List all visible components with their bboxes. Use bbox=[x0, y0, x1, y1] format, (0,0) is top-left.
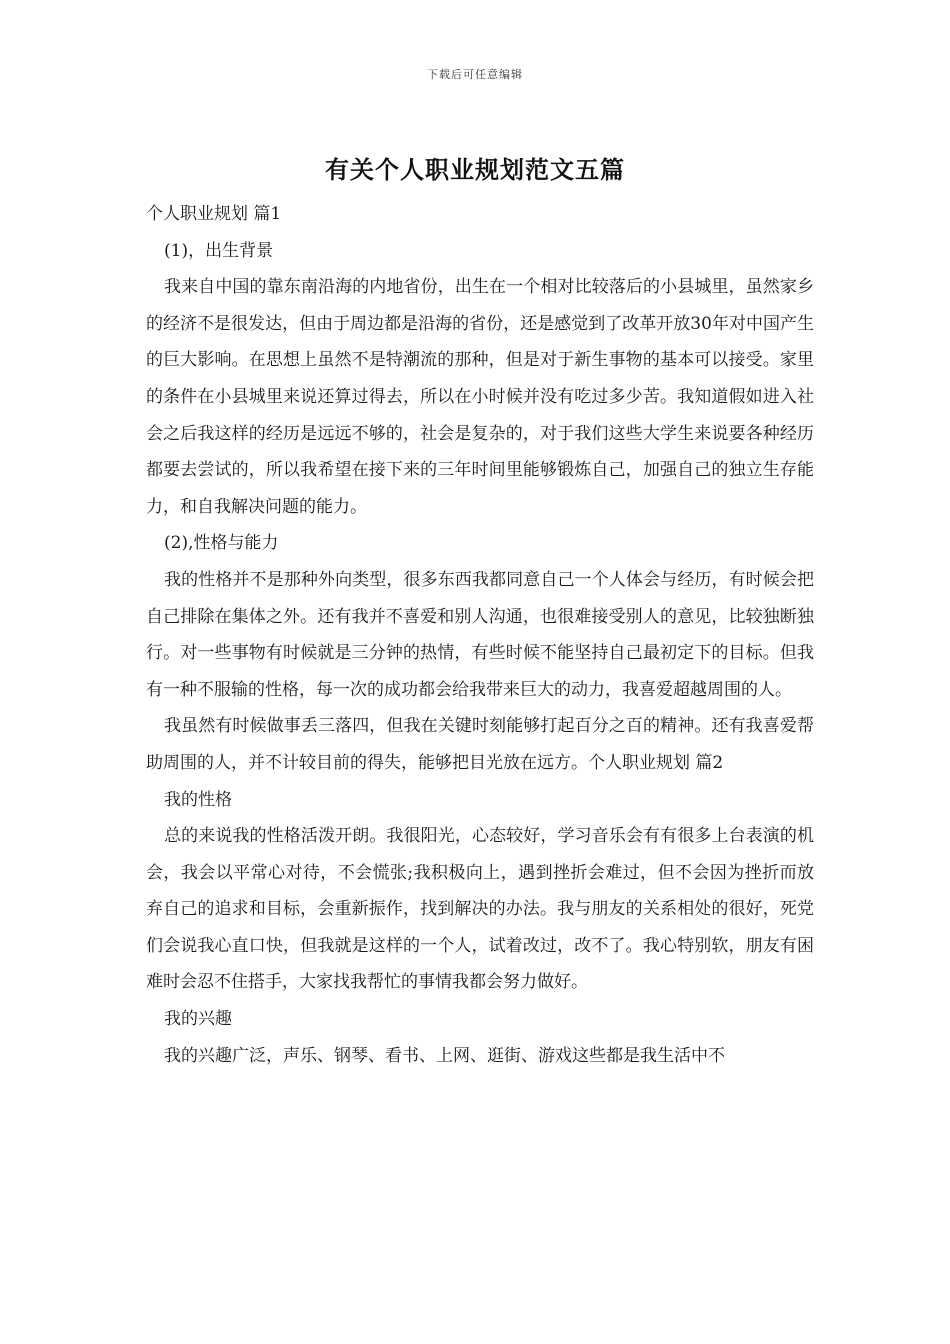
paragraph-subheading: (2),性格与能力 bbox=[164, 533, 279, 554]
paragraph: 我的性格并不是那种外向类型，很多东西我都同意自己一个人体会与经历，有时候会把自己排除在集体之外。还有我并不喜爱和别人沟通，也很难接受别人的意见，比较独断独行。对一些事物有时候就是三分钟的热情，有些时候不能坚持自己最初定下的目标。但我有一种不服输的性格，每一次的成功都会给我带来巨大的动力，我喜爱超越周围的人。 bbox=[146, 569, 814, 700]
document-body bbox=[146, 196, 814, 1074]
paragraph-subheading: 我的性格 bbox=[164, 789, 232, 810]
header-note: 下载后可任意编辑 bbox=[427, 68, 523, 81]
paragraph: 我虽然有时候做事丢三落四，但我在关键时刻能够打起百分之百的精神。还有我喜爱帮助周围的人，并不计较目前的得失，能够把目光放在远方。个人职业规划 篇2 bbox=[146, 716, 814, 773]
paragraph: 我的兴趣广泛，声乐、钢琴、看书、上网、逛街、游戏这些都是我生活中不 bbox=[164, 1045, 725, 1066]
paragraph: 总的来说我的性格活泼开朗。我很阳光，心态较好，学习音乐会有有很多上台表演的机会，我会以平常心对待，不会慌张;我积极向上，遇到挫折会难过，但不会因为挫折而放弃自己的追求和目标，会重新振作，找到解决的办法。我与朋友的关系相处的很好，死党们会说我心直口快，但我就是这样的一个人，试着改过，改不了。我心特别软，朋友有困难时会忍不住搭手，大家找我帮忙的事情我都会努力做好。 bbox=[146, 826, 814, 993]
paragraph: 我来自中国的靠东南沿海的内地省份，出生在一个相对比较落后的小县城里，虽然家乡的经济不是很发达，但由于周边都是沿海的省份，还是感觉到了改革开放30年对中国产生的巨大影响。在思想上虽然不是特潮流的那种，但是对于新生事物的基本可以接受。家里的条件在小县城里来说还算过得去，所以在小时候并没有吃过多少苦。我知道假如进入社会之后我这样的经历是远远不够的，社会是复杂的，对于我们这些大学生来说要各种经历都要去尝试的，所以我希望在接下来的三年时间里能够锻炼自己，加强自己的独立生存能力，和自我解决问题的能力。 bbox=[146, 277, 814, 517]
paragraph-heading-1: 个人职业规划 篇1 bbox=[146, 204, 282, 224]
paragraph-subheading: (1)，出生背景 bbox=[164, 240, 274, 261]
paragraph-subheading: 我的兴趣 bbox=[164, 1009, 232, 1030]
document-title: 有关个人职业规划范文五篇 bbox=[325, 155, 625, 184]
